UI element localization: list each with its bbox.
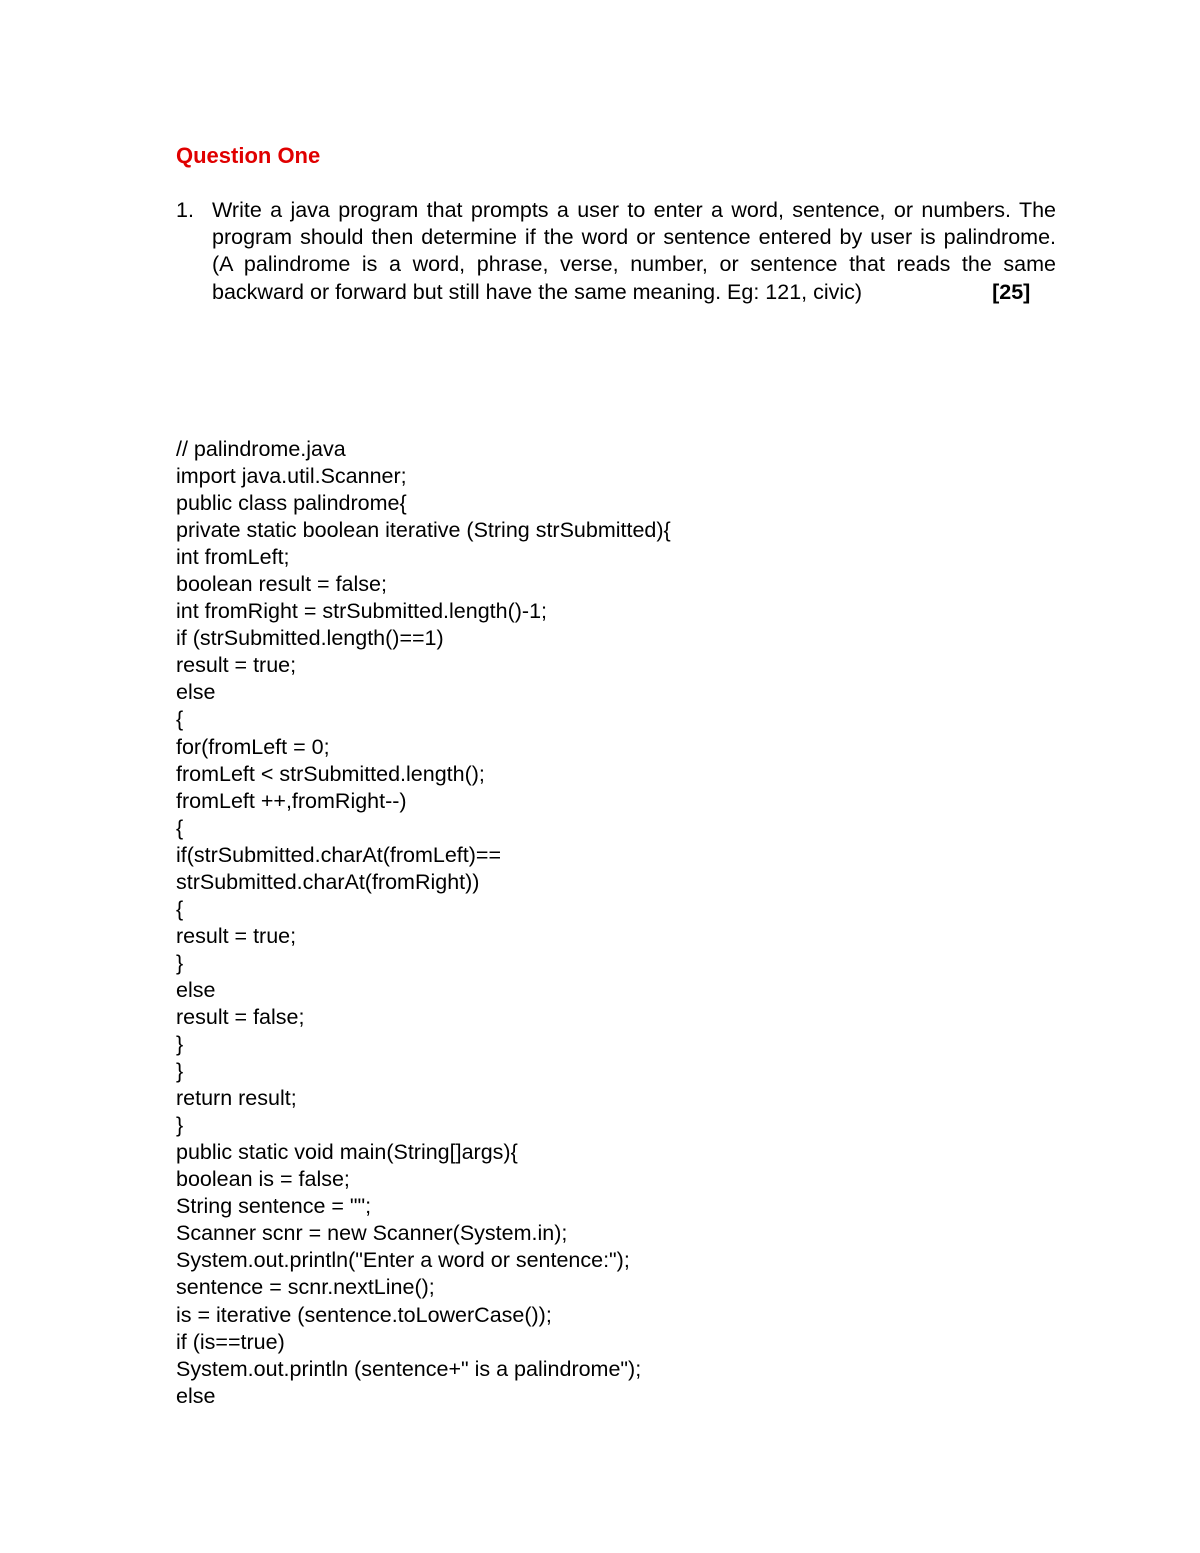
question-number: 1. [176, 198, 194, 222]
code-listing [176, 436, 671, 1410]
code-line: { [176, 815, 184, 840]
code-line: { [176, 896, 184, 921]
code-line: Scanner scnr = new Scanner(System.in); [176, 1221, 568, 1246]
code-line: fromLeft < strSubmitted.length(); [176, 761, 485, 786]
code-line: sentence = scnr.nextLine(); [176, 1275, 435, 1300]
code-line: return result; [176, 1086, 297, 1111]
question-heading: Question One [176, 143, 321, 168]
code-line: // palindrome.java [176, 437, 346, 461]
code-line: import java.util.Scanner; [176, 464, 407, 489]
code-line: if(strSubmitted.charAt(fromLeft)== [176, 842, 501, 867]
code-line: result = true; [176, 653, 297, 678]
code-line: else [176, 1383, 216, 1408]
code-line: String sentence = ""; [176, 1194, 372, 1219]
code-line: public class palindrome{ [176, 491, 407, 516]
code-line: boolean result = false; [176, 572, 387, 597]
code-line: result = false; [176, 1004, 305, 1029]
code-line: } [176, 950, 184, 975]
code-line: System.out.println (sentence+" is a palindrome"); [176, 1356, 642, 1381]
code-line: else [176, 680, 216, 705]
code-line: int fromRight = strSubmitted.length()-1; [176, 599, 548, 624]
question-block [176, 197, 1056, 306]
code-line: fromLeft ++,fromRight--) [176, 788, 407, 813]
code-line: } [176, 1059, 184, 1084]
code-line: for(fromLeft = 0; [176, 734, 330, 759]
code-line: } [176, 1032, 184, 1057]
code-line: if (strSubmitted.length()==1) [176, 626, 444, 651]
code-line: int fromLeft; [176, 545, 290, 570]
code-line: is = iterative (sentence.toLowerCase()); [176, 1302, 552, 1327]
code-line: if (is==true) [176, 1329, 285, 1354]
question-text: Write a java program that prompts a user to enter a word, sentence, or numbers. The program should then determine if the word or sentence entered by user is palindrome. (A palindrome is a word, phrase, verse, number, or sentence that reads the same backward or forward but still have the same meaning. Eg: 121, civic) [212, 198, 1056, 304]
code-line: boolean is = false; [176, 1167, 350, 1192]
code-line: public static void main(String[]args){ [176, 1140, 518, 1165]
code-line: { [176, 707, 184, 732]
code-line: private static boolean iterative (String strSubmitted){ [176, 518, 671, 543]
code-line: System.out.println("Enter a word or sentence:"); [176, 1248, 630, 1273]
code-line: result = true; [176, 923, 297, 948]
code-line: else [176, 977, 216, 1002]
code-line: } [176, 1113, 184, 1138]
question-marks: [25] [992, 279, 1031, 304]
question-body [212, 197, 1056, 306]
code-line: strSubmitted.charAt(fromRight)) [176, 869, 480, 894]
